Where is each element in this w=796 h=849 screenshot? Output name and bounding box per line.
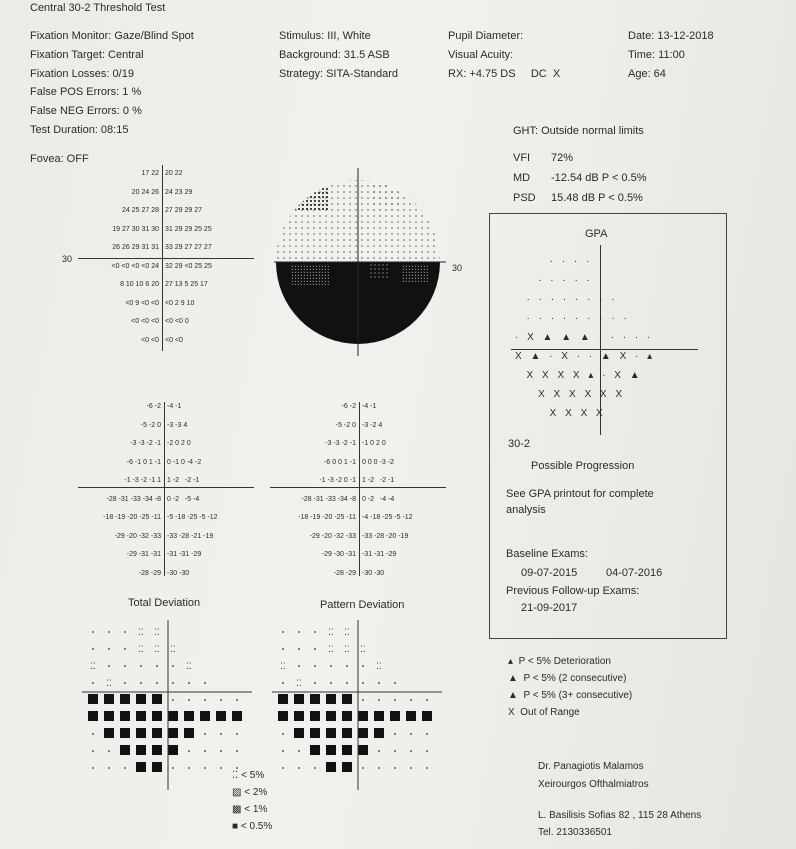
gpa-progression: Possible Progression (531, 460, 635, 472)
pd-prob-dot (330, 682, 332, 684)
total-deviation-row-right: 0 -1 0 -4 -2 (167, 458, 202, 466)
total-deviation-row-left: -28 -29 (138, 569, 161, 577)
pd-prob-dot (426, 699, 428, 701)
legend-1: ▩ < 1% (232, 804, 268, 815)
td-prob-dot-cluster: ⁚⁚ (138, 644, 144, 654)
pd-prob-dot (362, 682, 364, 684)
total-deviation-row-left: -29 -31 -31 (126, 551, 161, 558)
doctor-title: Xeirourgos Ofthalmiatros (538, 779, 649, 790)
pattern-deviation-row-right: -4 -1 (362, 403, 377, 410)
pd-prob-dot-cluster: ⁚⁚ (344, 644, 350, 654)
threshold-row-right: 31 29 29 25 25 (165, 225, 212, 233)
pd-prob-black-square (326, 762, 336, 772)
td-prob-dot (124, 631, 126, 633)
gpa-title: GPA (585, 228, 608, 240)
td-prob-dot (204, 699, 206, 701)
total-deviation-row-left: -18 -19 -20 -25 -11 (103, 514, 161, 521)
td-prob-dot (188, 682, 190, 684)
threshold-row-left: 8 10 10 6 20 (120, 281, 159, 288)
gpa-axis-h (511, 349, 698, 350)
td-prob-dot (172, 665, 174, 667)
doctor-name: Dr. Panagiotis Malamos (538, 761, 644, 772)
td-prob-black-square (88, 711, 98, 721)
clinic-address: L. Basilisis Sofias 82 , 115 28 Athens (538, 810, 702, 821)
visual-acuity: Visual Acuity: (448, 49, 514, 61)
td-prob-dot (236, 733, 238, 735)
pattern-deviation-row-left: -5 -2 0 (335, 421, 356, 429)
pd-prob-dot (282, 767, 284, 769)
followup-label: Previous Follow-up Exams: (506, 585, 640, 597)
open-triangle-icon: ▴ (508, 656, 514, 667)
axis-label-30-right: 30 (452, 263, 463, 273)
td-prob-dot (236, 767, 238, 769)
td-prob-dot (92, 733, 94, 735)
pattern-deviation-row-right: -4 -18 -25 -5 -12 (362, 514, 413, 521)
false-neg: False NEG Errors: 0 % (30, 105, 142, 117)
td-prob-black-square (152, 728, 162, 738)
threshold-row-right: <0 <0 0 (165, 318, 189, 325)
clinic-phone: Tel. 2130336501 (538, 827, 612, 838)
td-prob-black-square (168, 711, 178, 721)
pd-prob-dot (282, 631, 284, 633)
td-prob-dot (172, 699, 174, 701)
td-prob-dot (204, 733, 206, 735)
pd-prob-black-square (294, 728, 304, 738)
gpa-row: · X ▲ ▲ ▲ · · · · · (515, 332, 654, 343)
pd-prob-dot (346, 665, 348, 667)
threshold-row-left: 17 22 (141, 170, 159, 177)
td-prob-dot (124, 682, 126, 684)
td-prob-black-square (136, 762, 146, 772)
pd-prob-black-square (342, 728, 352, 738)
pd-prob-black-square (310, 694, 320, 704)
pd-prob-dot (394, 682, 396, 684)
total-deviation-row-left: -28 -31 -33 -34 -8 (106, 495, 161, 503)
td-prob-dot (92, 631, 94, 633)
pd-prob-black-square (358, 711, 368, 721)
pd-prob-dot (362, 767, 364, 769)
threshold-axis-h (78, 258, 254, 259)
td-prob-dot (220, 767, 222, 769)
pattern-deviation-row-left: -1 -3 -2 0 -1 (319, 477, 356, 484)
stimulus: Stimulus: III, White (279, 30, 371, 42)
td-prob-black-square (168, 728, 178, 738)
td-prob-black-square (200, 711, 210, 721)
total-deviation-row-left: -1 -3 -2 -1 1 (124, 477, 161, 484)
pd-prob-dot (314, 665, 316, 667)
ght-result: GHT: Outside normal limits (513, 125, 644, 137)
total-deviation-row-right: -33 -28 -21 -19 (167, 532, 214, 540)
pd-prob-dot-cluster: ⁚⁚ (328, 644, 334, 654)
gpa-row: X X X X X X (515, 389, 626, 400)
pd-prob-dot (314, 767, 316, 769)
pattern-deviation-row-left: -6 0 0 1 -1 (324, 458, 356, 466)
pattern-deviation-row-left: -3 -3 -2 -1 (325, 440, 356, 447)
pd-prob-dot (426, 750, 428, 752)
pd-prob-dot (394, 699, 396, 701)
threshold-row-left: 19 27 30 31 30 (112, 225, 159, 233)
td-prob-dot (124, 767, 126, 769)
threshold-row-right: 27 29 29 27 (165, 207, 202, 214)
td-prob-dot (236, 750, 238, 752)
total-deviation-row-left: -3 -3 -2 -1 (130, 440, 161, 447)
pd-prob-black-square (358, 745, 368, 755)
total-deviation-row-left: -6 -1 0 1 -1 (126, 458, 161, 466)
td-prob-dot (92, 648, 94, 650)
td-prob-dot (236, 699, 238, 701)
pd-prob-dot (298, 750, 300, 752)
pd-prob-dot-cluster: ⁚⁚ (344, 627, 350, 637)
td-prob-black-square (88, 694, 98, 704)
pd-axis-h (270, 487, 446, 488)
pd-prob-black-square (358, 728, 368, 738)
threshold-row-left: 20 24 26 (131, 188, 159, 196)
strategy: Strategy: SITA-Standard (279, 68, 399, 80)
td-prob-dot (204, 682, 206, 684)
td-prob-dot (124, 665, 126, 667)
pattern-deviation-row-right: 0 -2 -4 -4 (362, 495, 395, 503)
fixation-losses: Fixation Losses: 0/19 (30, 68, 134, 80)
report-title: Central 30-2 Threshold Test (30, 2, 166, 14)
td-prob-dot (140, 665, 142, 667)
black-square-icon: ■ (232, 821, 241, 832)
td-prob-dot-cluster: ⁚⁚ (154, 627, 160, 637)
td-prob-black-square (120, 728, 130, 738)
td-prob-black-square (120, 711, 130, 721)
pd-prob-dot (378, 750, 380, 752)
total-deviation-probability-plot (82, 620, 252, 800)
md-label: MD (513, 172, 531, 184)
td-prob-black-square (152, 694, 162, 704)
pattern-deviation-label: Pattern Deviation (320, 599, 405, 611)
pd-prob-dot-cluster: ⁚⁚ (360, 644, 366, 654)
pd-prob-dot-cluster: ⁚⁚ (280, 661, 286, 671)
total-deviation-row-right: -3 -3 4 (167, 421, 188, 429)
total-deviation-label: Total Deviation (128, 597, 201, 609)
pd-prob-black-square (310, 745, 320, 755)
gpa-row: · · · · · · · · (515, 294, 624, 305)
total-deviation-row-right: -5 -18 -25 -5 -12 (167, 514, 218, 521)
td-prob-black-square (120, 694, 130, 704)
td-axis-v (164, 402, 165, 576)
pd-prob-black-square (374, 711, 384, 721)
pd-prob-dot (282, 733, 284, 735)
pd-prob-black-square (294, 711, 304, 721)
pd-prob-dot (298, 631, 300, 633)
background: Background: 31.5 ASB (279, 49, 390, 61)
gpa-legend-2-consecutive: ▲ P < 5% (2 consecutive) (508, 673, 627, 684)
fixation-target: Fixation Target: Central (30, 49, 144, 61)
td-prob-dot (220, 699, 222, 701)
threshold-row-right: 20 22 (165, 170, 183, 177)
gpa-legend-out-of-range: X Out of Range (508, 707, 580, 718)
fovea-status: Fovea: OFF (30, 153, 89, 165)
threshold-row-left: <0 <0 <0 <0 24 (111, 262, 159, 270)
pd-prob-dot-cluster: ⁚⁚ (296, 678, 302, 688)
gpa-see-2: analysis (506, 504, 546, 516)
td-prob-dot (156, 665, 158, 667)
td-prob-black-square (136, 745, 146, 755)
total-deviation-row-left: -29 -20 -32 -33 (114, 532, 161, 540)
legend-5: ⁚⁚ < 5% (232, 770, 265, 781)
threshold-row-right: 32 29 <0 25 25 (165, 262, 212, 270)
pupil-diameter: Pupil Diameter: (448, 30, 524, 42)
rx: RX: +4.75 DS DC X (448, 68, 561, 80)
axis-label-30-left: 30 (62, 254, 73, 264)
test-date: Date: 13-12-2018 (628, 30, 714, 42)
pattern-deviation-row-left: -29 -30 -31 (321, 551, 356, 558)
td-prob-dot-cluster: ⁚⁚ (186, 661, 192, 671)
pattern-deviation-row-right: 0 0 0 -3 -2 (362, 458, 394, 466)
pd-prob-dot (410, 699, 412, 701)
td-prob-black-square (152, 745, 162, 755)
td-axis-h (78, 487, 254, 488)
pattern-deviation-row-left: -29 -20 -32 -33 (309, 532, 356, 540)
pd-prob-black-square (406, 711, 416, 721)
patient-age: Age: 64 (628, 68, 666, 80)
pd-prob-dot (298, 767, 300, 769)
pd-prob-black-square (326, 694, 336, 704)
pd-prob-dot (410, 733, 412, 735)
threshold-row-right: 33 29 27 27 27 (165, 244, 212, 251)
td-prob-black-square (104, 711, 114, 721)
pd-prob-dot (426, 733, 428, 735)
td-prob-dot (124, 648, 126, 650)
td-prob-dot (108, 767, 110, 769)
pattern-deviation-row-right: -33 -28 -20 -19 (362, 532, 409, 540)
td-prob-black-square (120, 745, 130, 755)
baseline-date-2: 04-07-2016 (606, 567, 663, 579)
pd-prob-dot (314, 682, 316, 684)
threshold-row-left: 24 25 27 28 (122, 207, 159, 214)
td-prob-dot (188, 750, 190, 752)
pattern-deviation-row-right: -3 -2 4 (362, 421, 383, 429)
gpa-row: · · · · · · · · · (515, 313, 636, 324)
pd-axis-v (359, 402, 360, 576)
threshold-row-left: 26 26 29 31 31 (112, 244, 159, 251)
pd-prob-black-square (342, 745, 352, 755)
gpa-row: X X X X ▴ · X ▲ (515, 370, 643, 381)
td-prob-dot (220, 750, 222, 752)
followup-date: 21-09-2017 (521, 602, 578, 614)
x-mark-icon: X (508, 707, 515, 718)
gpa-legend-deterioration: ▴ P < 5% Deterioration (508, 656, 611, 667)
pd-prob-black-square (278, 711, 288, 721)
td-prob-black-square (136, 694, 146, 704)
pd-prob-dot (394, 750, 396, 752)
pd-prob-dot (394, 767, 396, 769)
vfi-value: 72% (551, 152, 574, 164)
pd-prob-black-square (342, 694, 352, 704)
td-prob-black-square (184, 711, 194, 721)
td-prob-dot (140, 682, 142, 684)
pd-prob-dot (346, 682, 348, 684)
threshold-row-right: 27 13 5 25 17 (165, 281, 208, 288)
pd-prob-dot (298, 665, 300, 667)
pd-prob-dot (298, 648, 300, 650)
td-prob-dot (92, 767, 94, 769)
psd-label: PSD (513, 192, 536, 204)
threshold-row-right: 24 23 29 (165, 188, 193, 196)
pattern-deviation-row-left: -18 -19 -20 -25 -11 (298, 514, 356, 521)
td-prob-dot (108, 631, 110, 633)
td-prob-dot (188, 699, 190, 701)
pd-prob-black-square (294, 694, 304, 704)
vfi-label: VFI (513, 152, 531, 164)
gpa-legend-3-consecutive: ▲ P < 5% (3+ consecutive) (508, 690, 633, 701)
pd-prob-black-square (278, 694, 288, 704)
pd-prob-black-square (310, 728, 320, 738)
gpa-see-1: See GPA printout for complete (506, 488, 654, 500)
pd-prob-dot (378, 682, 380, 684)
pattern-deviation-row-left: -28 -29 (333, 569, 356, 577)
hatch-symbol-icon: ▨ (232, 787, 245, 798)
total-deviation-row-left: -6 -2 (146, 403, 161, 410)
pd-prob-black-square (326, 745, 336, 755)
gpa-row: · · · · · · (515, 275, 611, 286)
pd-prob-dot (330, 665, 332, 667)
threshold-row-left: <0 <0 <0 (131, 318, 159, 325)
td-prob-dot (156, 682, 158, 684)
total-deviation-row-left: -5 -2 0 (140, 421, 161, 429)
pd-prob-dot-cluster: ⁚⁚ (376, 661, 382, 671)
test-time: Time: 11:00 (628, 49, 685, 61)
pd-prob-black-square (374, 728, 384, 738)
pd-prob-black-square (342, 762, 352, 772)
gpa-row: X ▲ · X · · ▲ X · ▴ (515, 351, 656, 362)
td-prob-dot (172, 682, 174, 684)
test-duration: Test Duration: 08:15 (30, 124, 129, 136)
td-prob-black-square (136, 711, 146, 721)
td-prob-dot (92, 750, 94, 752)
td-prob-black-square (136, 728, 146, 738)
total-deviation-row-right: -30 -30 (167, 569, 190, 577)
pd-prob-dot (426, 767, 428, 769)
fixation-monitor: Fixation Monitor: Gaze/Blind Spot (30, 30, 194, 42)
td-prob-black-square (184, 728, 194, 738)
threshold-row-left: <0 <0 (141, 336, 159, 344)
md-value: -12.54 dB P < 0.5% (551, 172, 647, 184)
pd-prob-black-square (422, 711, 432, 721)
half-triangle-icon: ▲ (508, 673, 518, 684)
td-prob-dot (204, 767, 206, 769)
total-deviation-row-right: 1 -2 -2 -1 (167, 477, 200, 484)
pattern-deviation-row-right: -1 0 2 0 (362, 440, 386, 447)
td-prob-dot-cluster: ⁚⁚ (138, 627, 144, 637)
threshold-axis-v (162, 165, 163, 351)
psd-value: 15.48 dB P < 0.5% (551, 192, 643, 204)
gpa-row: · · · · (515, 256, 599, 267)
threshold-row-left: <0 9 <0 <0 (125, 299, 159, 307)
pd-prob-black-square (326, 728, 336, 738)
pd-prob-dot (362, 699, 364, 701)
baseline-date-1: 09-07-2015 (521, 567, 578, 579)
pd-prob-dot (314, 631, 316, 633)
pd-prob-black-square (310, 711, 320, 721)
pd-prob-dot (394, 733, 396, 735)
td-prob-dot (188, 767, 190, 769)
pattern-deviation-row-right: -31 -31 -29 (362, 551, 397, 558)
td-prob-black-square (104, 694, 114, 704)
total-deviation-row-right: 0 -2 -5 -4 (167, 495, 200, 503)
total-deviation-row-right: -31 -31 -29 (167, 551, 202, 558)
gpa-test: 30-2 (508, 438, 531, 450)
pd-prob-dot (378, 699, 380, 701)
td-prob-black-square (168, 745, 178, 755)
gpa-row: X X X X (515, 408, 606, 419)
pd-prob-dot (282, 648, 284, 650)
td-prob-dot (220, 733, 222, 735)
pd-prob-dot (314, 648, 316, 650)
legend-05: ■ < 0.5% (232, 821, 273, 832)
pd-prob-black-square (390, 711, 400, 721)
filled-triangle-icon: ▲ (508, 690, 518, 701)
threshold-row-right: <0 <0 (165, 336, 183, 344)
td-prob-dot (172, 767, 174, 769)
pattern-deviation-row-right: -30 -30 (362, 569, 385, 577)
total-deviation-row-right: -4 -1 (167, 403, 182, 410)
pd-prob-black-square (326, 711, 336, 721)
pattern-deviation-probability-plot (272, 620, 442, 800)
pattern-deviation-row-left: -6 -2 (341, 403, 356, 410)
pd-prob-dot (282, 682, 284, 684)
dot-symbol-icon: ⁚⁚ (232, 770, 242, 781)
td-prob-dot (108, 648, 110, 650)
pd-prob-black-square (342, 711, 352, 721)
td-prob-black-square (216, 711, 226, 721)
threshold-row-right: <0 2 9 10 (165, 299, 195, 307)
td-prob-dot (204, 750, 206, 752)
td-prob-dot (108, 750, 110, 752)
legend-2: ▨ < 2% (232, 787, 268, 798)
pd-prob-dot-cluster: ⁚⁚ (328, 627, 334, 637)
td-prob-dot (108, 665, 110, 667)
pd-prob-dot (362, 665, 364, 667)
pd-prob-dot (410, 767, 412, 769)
td-prob-dot (92, 682, 94, 684)
td-prob-dot-cluster: ⁚⁚ (170, 644, 176, 654)
dense-hatch-symbol-icon: ▩ (232, 804, 245, 815)
td-prob-dot-cluster: ⁚⁚ (154, 644, 160, 654)
total-deviation-row-right: -2 0 2 0 (167, 440, 191, 447)
false-pos: False POS Errors: 1 % (30, 86, 142, 98)
baseline-label: Baseline Exams: (506, 548, 588, 560)
td-prob-dot-cluster: ⁚⁚ (106, 678, 112, 688)
td-prob-black-square (232, 711, 242, 721)
pattern-deviation-row-right: 1 -2 -2 -1 (362, 477, 395, 484)
td-prob-dot-cluster: ⁚⁚ (90, 661, 96, 671)
pd-prob-dot (282, 750, 284, 752)
td-prob-black-square (152, 762, 162, 772)
pd-prob-dot (378, 767, 380, 769)
td-prob-black-square (152, 711, 162, 721)
pd-prob-dot (410, 750, 412, 752)
pattern-deviation-row-left: -28 -31 -33 -34 -8 (301, 495, 356, 503)
grayscale-plot (270, 160, 450, 360)
td-prob-black-square (104, 728, 114, 738)
